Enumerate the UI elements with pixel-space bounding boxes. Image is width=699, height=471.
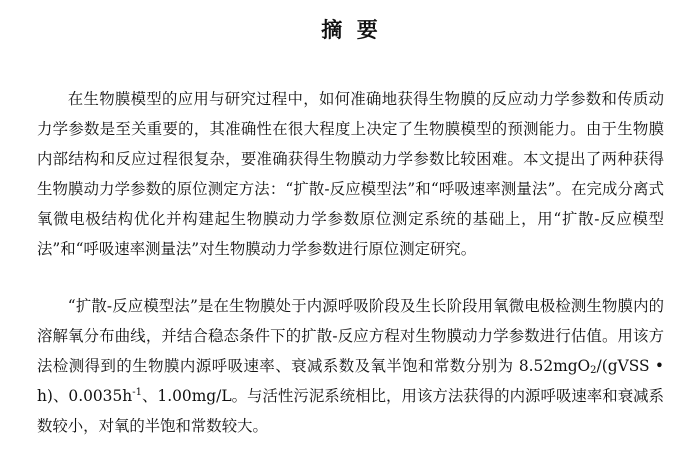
superscript-minus-1: -1 xyxy=(132,387,142,398)
abstract-paragraph-2 xyxy=(37,291,664,441)
page-title: 摘 要 xyxy=(321,17,378,42)
paragraph-2-text-part-1: “扩散-反应模型法”是在生物膜处于内源呼吸阶段及生长阶段用氧微电极检测生物膜内的溶解氧分布曲线，并结合稳态条件下的扩散-反应方程对生物膜动力学参数进行估值。用该方法检测得到的生物膜内源呼吸速率、衰减系数及氧半饱和常数分别为 8.52mgO xyxy=(37,297,664,375)
abstract-paragraph-1: 在生物膜模型的应用与研究过程中，如何准确地获得生物膜的反应动力学参数和传质动力学参数是至关重要的，其准确性在很大程度上决定了生物膜模型的预测能力。由于生物膜内部结构和反应过程很复杂，要准确获得生物膜动力学参数比较困难。本文提出了两种获得生物膜动力学参数的原位测定方法：“扩散-反应模型法”和“呼吸速率测量法”。在完成分离式氧微电极结构优化并构建起生物膜动力学参数原位测定系统的基础上，用“扩散-反应模型法”和“呼吸速率测量法”对生物膜动力学参数进行原位测定研究。 xyxy=(37,90,664,258)
paragraph-2-text-part-3: 、1.00mg/L。与活性污泥系统相比，用该方法获得的内源呼吸速率和衰减系数较小，对氧的半饱和常数较大。 xyxy=(37,387,664,435)
paragraph-2-text-part-2: /(gVSS • h)、0.0035h xyxy=(37,357,664,405)
subscript-2: 2 xyxy=(590,365,597,376)
